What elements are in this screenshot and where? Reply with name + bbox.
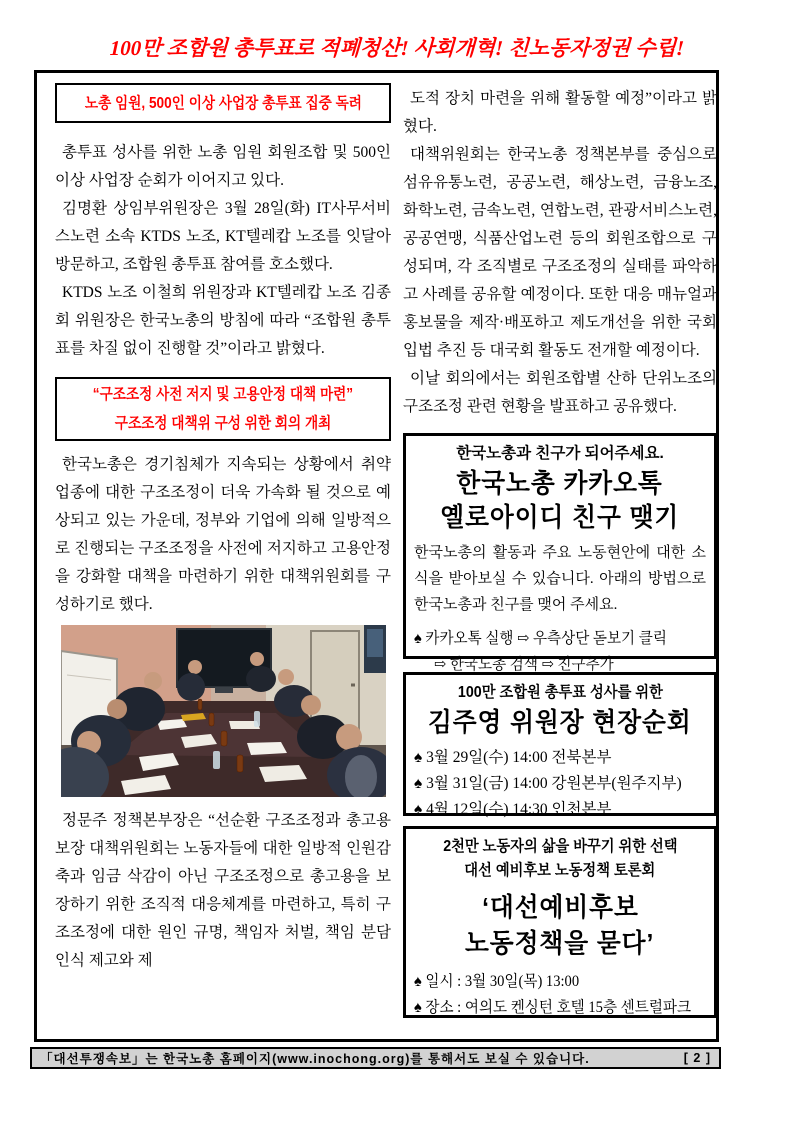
article1-paragraph: 김명환 상임부위원장은 3월 28일(화) IT사무서비스노련 소속 KTDS 노조, KT텔레캅 노조를 잇달아 방문하고, 조합원 총투표 참여를 호소했다.	[55, 200, 391, 273]
article2-headline-line1: “구조조정 사전 저지 및 고용안정 대책 마련”	[92, 386, 354, 403]
article2-headline-box	[55, 377, 391, 441]
page-number: [ 2 ]	[683, 1051, 711, 1065]
article2-headline-line2: 구조조정 대책위 구성 위한 회의 개최	[114, 415, 332, 432]
kakao-box-body: 한국노총의 활동과 주요 노동현안에 대한 소식을 받아보실 수 있습니다. 아래의 방법으로 한국노총과 친구를 맺어 주세요.	[414, 545, 706, 613]
debate-box-title-line2: 노동정책을 묻다’	[465, 928, 655, 958]
right-column	[403, 73, 717, 1018]
article-continued-paragraph: 도적 장치 마련을 위해 활동할 예정”이라고 밝혔다.	[403, 90, 717, 135]
debate-info-item: ♠ 일시 : 3월 30일(목) 13:00	[414, 973, 580, 990]
article2-paragraph: 한국노총은 경기침체가 지속되는 상황에서 취약업종에 대한 구조조정이 더욱 가속화 될 것으로 예상되고 있는 가운데, 정부와 기업에 의해 일방적으로 진행되는 구조조정을 사전에 저지하고 고용안정을 강화할 대책을 마련하기 위한 대책위원회를 구성하기로 했다.	[55, 456, 391, 613]
kakao-box-subtitle: 한국노총과 친구가 되어주세요.	[456, 445, 664, 462]
chairman-tour-box	[403, 672, 717, 816]
kakao-box-title-line1: 한국노총 카카오톡	[456, 468, 664, 498]
debate-box-title-line1: ‘대선예비후보	[481, 892, 639, 922]
debate-box-subtitle-line2: 대선 예비후보 노동정책 토론회	[464, 862, 656, 879]
debate-box-subtitle-line1: 2천만 노동자의 삶을 바꾸기 위한 선택	[442, 838, 678, 855]
tour-box-subtitle: 100만 조합원 총투표 성사를 위한	[457, 684, 663, 701]
article1-paragraph: KTDS 노조 이철희 위원장과 KT텔레캅 노조 김종회 위원장은 한국노총의 방침에 따라 “조합원 총투표를 차질 없이 진행할 것”이라고 밝혔다.	[55, 284, 391, 357]
header-slogan: 100만 조합원 총투표로 적폐청산! 사회개혁! 친노동자정권 수립!	[109, 36, 685, 60]
tour-schedule-item: ♠ 3월 31일(금) 14:00 강원본부(원주지부)	[414, 775, 682, 792]
tour-box-title: 김주영 위원장 현장순회	[428, 707, 692, 737]
meeting-photo-illustration	[61, 625, 386, 797]
article3-paragraph: 정문주 정책본부장은 “선순환 구조조정과 총고용 보장 대책위원회는 노동자들에 대한 일방적 인원감축과 임금 삭감이 아닌 구조조정으로 총고용을 보장하기 위한 조직적 대응체계를 마련하고, 특히 구조조정에 대한 원인 규명, 책임자 처벌, 책임 분담 인식 제고와 제	[55, 812, 391, 969]
tour-schedule-item: ♠ 3월 29일(수) 14:00 전북본부	[414, 749, 612, 766]
committee-paragraph: 대책위원회는 한국노총 정책본부를 중심으로 섬유유통노련, 공공노련, 해상노련, 금융노조, 화학노련, 금속노련, 연합노련, 관광서비스노련, 공공연맹, 식품산업노련 등의 회원조합으로 구성되며, 각 조직별로 구조조정의 실태를 파악하고 사례를 공유할 예정이다. 또한 대응 매뉴얼과 홍보물을 제작·배포하고 제도개선을 위한 국회 입법 추진 등 대국회 활동도 전개할 예정이다.	[403, 146, 717, 359]
article1-paragraph: 총투표 성사를 위한 노총 임원 회원조합 및 500인 이상 사업장 순회가 이어지고 있다.	[55, 144, 391, 189]
left-column	[55, 73, 391, 975]
kakao-step-line1: ♠ 카카오톡 실행 ⇨ 우측상단 돋보기 클릭	[414, 630, 667, 647]
meeting-photo	[61, 625, 386, 797]
kakao-friend-box	[403, 433, 717, 673]
meeting-summary-paragraph: 이날 회의에서는 회원조합별 산하 단위노조의 구조조정 관련 현황을 발표하고 공유했다.	[403, 370, 717, 415]
policy-debate-box	[403, 826, 717, 1018]
article1-headline-box	[55, 83, 391, 123]
debate-info-item: ♠ 장소 : 여의도 켄싱턴 호텔 15층 센트럴파크	[414, 999, 692, 1016]
footer-note: 「대선투쟁속보」는 한국노총 홈페이지(www.inochong.org)를 통해서도 보실 수 있습니다.	[40, 1052, 590, 1066]
article1-headline: 노총 임원, 500인 이상 사업장 총투표 집중 독려	[84, 94, 362, 112]
content-frame	[34, 70, 719, 1042]
footer-bar	[30, 1047, 721, 1069]
kakao-box-title-line2: 옐로아이디 친구 맺기	[440, 502, 680, 532]
kakao-step-line2: ⇨ 한국노총 검색 ⇨ 친구추가	[434, 656, 614, 673]
tour-schedule-item: ♠ 4월 12일(수) 14:30 인천본부	[414, 801, 612, 818]
